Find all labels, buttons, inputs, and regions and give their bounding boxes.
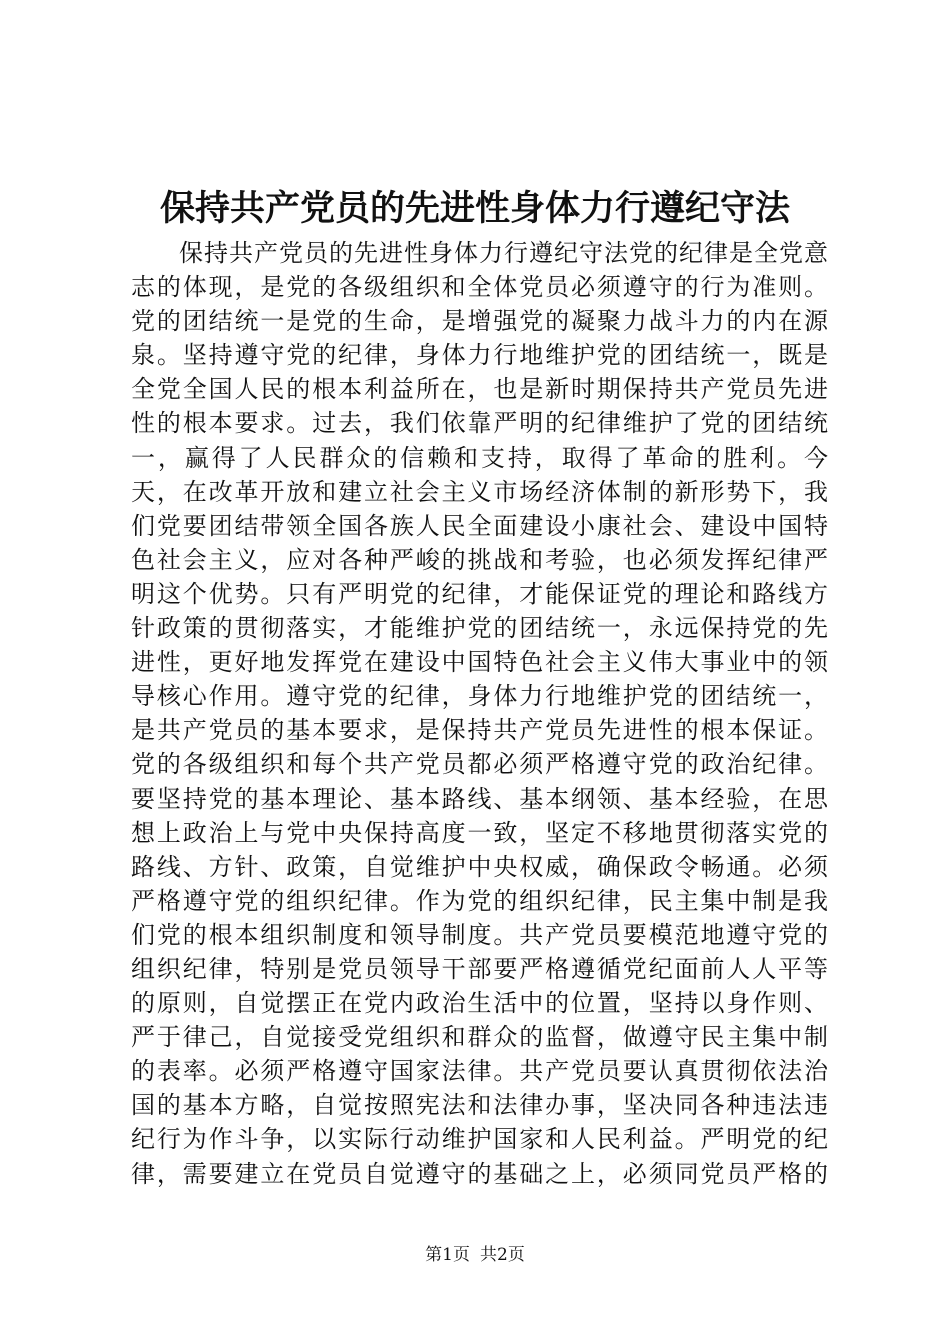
page-number-total: 共2页 — [480, 1245, 525, 1265]
page-footer — [0, 1243, 950, 1267]
page-number-current: 第1页 — [425, 1245, 470, 1265]
document-body-paragraph: 保持共产党员的先进性身体力行遵纪守法党的纪律是全党意志的体现，是党的各级组织和全体党员必须遵守的行为准则。党的团结统一是党的生命，是增强党的凝聚力战斗力的内在源泉。坚持遵守党的纪律，身体力行地维护党的团结统一，既是全党全国人民的根本利益所在，也是新时期保持共产党员先进性的根本要求。过去，我们依靠严明的纪律维护了党的团结统一，赢得了人民群众的信赖和支持，取得了革命的胜利。今天，在改革开放和建立社会主义市场经济体制的新形势下，我们党要团结带领全国各族人民全面建设小康社会、建设中国特色社会主义，应对各种严峻的挑战和考验，也必须发挥纪律严明这个优势。只有严明党的纪律，才能保证党的理论和路线方针政策的贯彻落实，才能维护党的团结统一，永远保持党的先进性，更好地发挥党在建设中国特色社会主义伟大事业中的领导核心作用。遵守党的纪律，身体力行地维护党的团结统一，是共产党员的基本要求，是保持共产党员先进性的根本保证。党的各级组织和每个共产党员都必须严格遵守党的政治纪律。要坚持党的基本理论、基本路线、基本纲领、基本经验，在思想上政治上与党中央保持高度一致，坚定不移地贯彻落实党的路线、方针、政策，自觉维护中央权威，确保政令畅通。必须严格遵守党的组织纪律。作为党的组织纪律，民主集中制是我们党的根本组织制度和领导制度。共产党员要模范地遵守党的组织纪律，特别是党员领导干部要严格遵循党纪面前人人平等的原则，自觉摆正在党内政治生活中的位置，坚持以身作则、严于律己，自觉接受党组织和群众的监督，做遵守民主集中制的表率。必须严格遵守国家法律。共产党员要认真贯彻依法治国的基本方略，自觉按照宪法和法律办事，坚决同各种违法违纪行为作斗争，以实际行动维护国家和人民利益。严明党的纪律，需要建立在党员自觉遵守的基础之上，必须同党员严格的 — [131, 239, 829, 1188]
document-title: 保持共产党员的先进性身体力行遵纪守法 — [159, 188, 790, 229]
